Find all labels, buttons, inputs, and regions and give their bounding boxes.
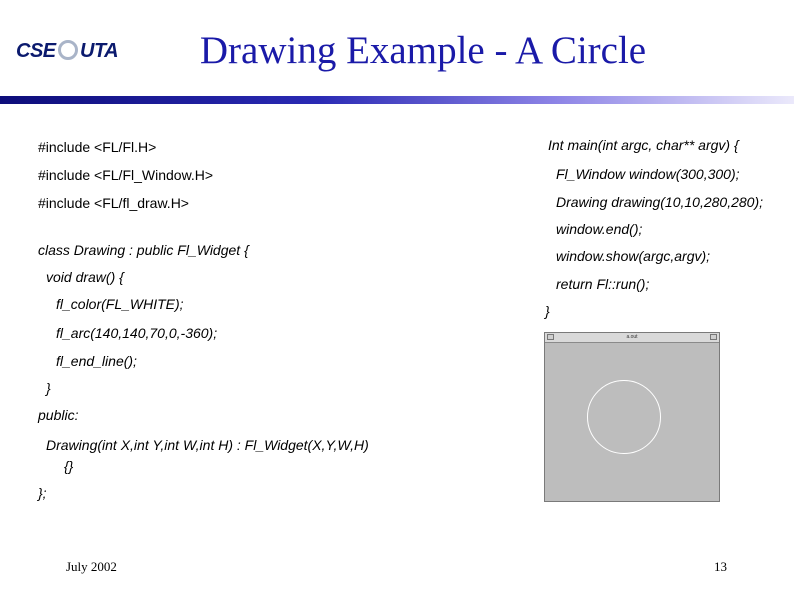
code-line-close-method: }	[46, 380, 51, 396]
code-line-window-end: window.end();	[556, 221, 643, 237]
code-line-return: return Fl::run();	[556, 276, 650, 292]
footer-date: July 2002	[66, 559, 117, 574]
window-maximize-icon	[710, 334, 717, 340]
code-line-draw-method: void draw() {	[46, 269, 124, 285]
code-line-public: public:	[38, 407, 79, 423]
code-line-include-fl: #include <FL/Fl.H>	[38, 139, 157, 155]
window-title: a.out	[626, 334, 638, 340]
code-line-main-close: }	[545, 303, 550, 319]
window-titlebar	[545, 333, 719, 343]
drawn-circle	[587, 380, 661, 454]
code-line-constructor-body: {}	[64, 458, 74, 474]
code-line-fl-color: fl_color(FL_WHITE);	[56, 296, 184, 312]
logo-text-uta: UTA	[80, 40, 119, 62]
code-line-fl-end-line: fl_end_line();	[56, 353, 137, 369]
code-line-drawing-decl: Drawing drawing(10,10,280,280);	[556, 194, 764, 210]
code-line-include-draw: #include <FL/fl_draw.H>	[38, 195, 189, 211]
slide-title: Drawing Example - A Circle	[199, 29, 647, 72]
code-line-fl-arc: fl_arc(140,140,70,0,-360);	[56, 325, 218, 341]
code-line-window-decl: Fl_Window window(300,300);	[556, 166, 740, 182]
code-line-class-close: };	[38, 485, 47, 501]
title-divider	[0, 96, 794, 104]
code-line-constructor: Drawing(int X,int Y,int W,int H) : Fl_Widget(X,Y,W,H)	[46, 437, 369, 453]
fltk-window-preview	[544, 332, 720, 502]
page-number: 13	[714, 559, 727, 574]
code-line-include-window: #include <FL/Fl_Window.H>	[38, 167, 214, 183]
code-line-class-decl: class Drawing : public Fl_Widget {	[38, 242, 249, 258]
logo-text-cse: CSE	[16, 40, 56, 62]
code-line-window-show: window.show(argc,argv);	[556, 248, 711, 264]
code-line-main: Int main(int argc, char** argv) {	[548, 137, 739, 153]
